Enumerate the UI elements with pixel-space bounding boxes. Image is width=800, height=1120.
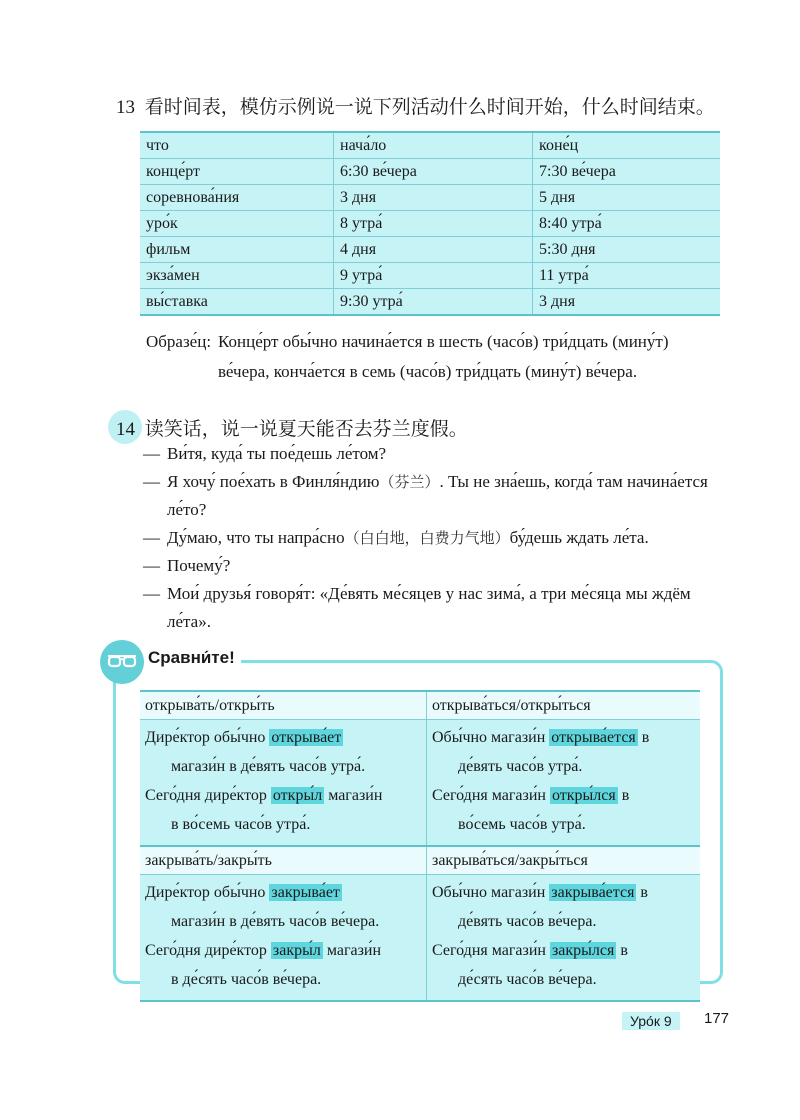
dialogue-line <box>143 580 733 608</box>
table-cell <box>427 875 701 1002</box>
table-cell: экза́мен <box>140 263 334 289</box>
table-cell: 6:30 ве́чера <box>334 159 533 185</box>
table-header-row <box>140 691 700 720</box>
table-header-cell: закрыва́ть/закры́ть <box>140 846 427 875</box>
chinese-gloss: （白白地，白费力气地） <box>344 529 510 547</box>
text: Дире́ктор обы́чно <box>145 884 270 901</box>
dialogue-text: Мои́ друзья́ говоря́т: «Де́вять ме́сяцев у нас зима́, а три ме́сяца мы ждём <box>167 584 691 603</box>
example-sentence <box>145 781 421 810</box>
dialogue-dash: — <box>143 556 160 575</box>
example-sentence-cont: де́вять часо́в ве́чера. <box>458 913 597 930</box>
table-row <box>140 159 720 185</box>
table-header-cell: открыва́ться/откры́ться <box>427 691 701 720</box>
text: Дире́ктор обы́чно <box>145 729 270 746</box>
chinese-gloss: （芬兰） <box>379 473 440 491</box>
text: Сего́дня магази́н <box>432 942 550 959</box>
exercise-13-heading <box>116 92 715 119</box>
dialogue-dash: — <box>143 528 160 547</box>
dialogue-text: Я хочу́ пое́хать в Финля́ндию <box>167 472 380 491</box>
text: магази́н <box>324 787 383 804</box>
text: Обы́чно магази́н <box>432 884 550 901</box>
example-sentence <box>145 723 421 752</box>
dialogue-line <box>143 468 733 496</box>
table-cell: 9:30 утра́ <box>334 289 533 316</box>
sample-text: Конце́рт обы́чно начина́ется в шесть (часо́в) три́дцать (мину́т) <box>218 332 669 351</box>
table-cell: 4 дня <box>334 237 533 263</box>
exercise-number: 13 <box>116 97 135 118</box>
table-header-cell: что <box>140 132 334 159</box>
dialogue-line <box>143 552 733 580</box>
highlighted-verb: закрыва́ется <box>551 884 635 901</box>
text: в <box>616 942 628 959</box>
example-sentence <box>432 936 695 965</box>
dialogue-text: Ви́тя, куда́ ты пое́дешь ле́том? <box>167 444 387 463</box>
example-sentence <box>145 936 421 965</box>
table-cell: 5 дня <box>533 185 721 211</box>
schedule-table <box>140 131 720 316</box>
table-row <box>140 211 720 237</box>
text: в <box>636 884 648 901</box>
example-sentence-cont: магази́н в де́вять часо́в утра́. <box>171 758 366 775</box>
table-cell: 7:30 ве́чера <box>533 159 721 185</box>
table-row <box>140 185 720 211</box>
table-row <box>140 289 720 316</box>
table-row <box>140 875 700 1002</box>
dialogue <box>143 440 733 636</box>
example-sentence <box>432 723 695 752</box>
table-header-cell: нача́ло <box>334 132 533 159</box>
table-cell: фильм <box>140 237 334 263</box>
highlighted-verb: откры́лся <box>551 787 616 804</box>
highlighted-verb: закры́л <box>272 942 321 959</box>
table-cell: соревнова́ния <box>140 185 334 211</box>
dialogue-dash: — <box>143 472 160 491</box>
exercise-14-heading <box>116 414 468 441</box>
table-cell: 8:40 утра́ <box>533 211 721 237</box>
table-header-row <box>140 846 700 875</box>
table-header-cell: открыва́ть/откры́ть <box>140 691 427 720</box>
dialogue-text: Ду́маю, что ты напра́сно <box>167 528 345 547</box>
table-cell <box>140 875 427 1002</box>
table-cell: 11 утра́ <box>533 263 721 289</box>
table-cell: конце́рт <box>140 159 334 185</box>
dialogue-line-cont: ле́та». <box>167 612 211 631</box>
example-sentence-cont: в де́сять часо́в ве́чера. <box>171 971 322 988</box>
table-cell: 8 утра́ <box>334 211 533 237</box>
text: магази́н <box>322 942 382 959</box>
table-cell: 5:30 дня <box>533 237 721 263</box>
text: Сего́дня магази́н <box>432 787 550 804</box>
highlighted-verb: открыва́ется <box>551 729 636 746</box>
table-header-row <box>140 132 720 159</box>
table-cell: 3 дня <box>334 185 533 211</box>
table-cell: уро́к <box>140 211 334 237</box>
text: в <box>617 787 630 804</box>
highlighted-verb: закрыва́ет <box>271 884 340 901</box>
dialogue-text: бу́дешь ждать ле́та. <box>509 528 649 547</box>
table-header-cell: коне́ц <box>533 132 721 159</box>
sample-line-2: ве́чера, конча́ется в семь (часо́в) три́дцать (мину́т) ве́чера. <box>218 362 638 381</box>
table-cell <box>427 720 701 847</box>
table-row <box>140 263 720 289</box>
table-header-cell: закрыва́ться/закры́ться <box>427 846 701 875</box>
text: Сего́дня дире́ктор <box>145 787 271 804</box>
table-cell <box>140 720 427 847</box>
exercise-number: 14 <box>116 419 135 440</box>
table-row <box>140 720 700 847</box>
dialogue-line-cont: ле́то? <box>167 500 207 519</box>
sample-line-1 <box>146 327 726 357</box>
highlighted-verb: откры́л <box>272 787 323 804</box>
table-cell: 9 утра́ <box>334 263 533 289</box>
sample-label: Образе́ц: <box>146 332 212 351</box>
exercise-instruction: 看时间表，模仿示例说一说下列活动什么时间开始，什么时间结束。 <box>144 97 715 118</box>
compare-table <box>140 690 700 1002</box>
dialogue-line <box>143 440 733 468</box>
example-sentence <box>432 781 695 810</box>
table-row <box>140 237 720 263</box>
text: Обы́чно магази́н <box>432 729 550 746</box>
example-sentence-cont: во́семь часо́в утра́. <box>458 816 586 833</box>
table-cell: 3 дня <box>533 289 721 316</box>
sample-answer <box>146 327 726 387</box>
text: Сего́дня дире́ктор <box>145 942 271 959</box>
example-sentence-cont: в во́семь часо́в утра́. <box>171 816 311 833</box>
table-cell: вы́ставка <box>140 289 334 316</box>
lesson-tag: Уро́к 9 <box>622 1012 680 1030</box>
dialogue-text: Почему́? <box>167 556 231 575</box>
highlighted-verb: закры́лся <box>551 942 615 959</box>
dialogue-dash: — <box>143 444 160 463</box>
example-sentence <box>145 878 421 907</box>
dialogue-text: . Ты не зна́ешь, когда́ там начина́ется <box>439 472 708 491</box>
example-sentence-cont: де́сять часо́в ве́чера. <box>458 971 597 988</box>
example-sentence-cont: де́вять часо́в утра́. <box>458 758 583 775</box>
exercise-instruction: 读笑话，说一说夏天能否去芬兰度假。 <box>144 419 468 440</box>
example-sentence <box>432 878 695 907</box>
dialogue-dash: — <box>143 584 160 603</box>
glasses-icon <box>100 640 144 684</box>
highlighted-verb: открыва́ет <box>271 729 342 746</box>
dialogue-line <box>143 524 733 552</box>
text: в <box>637 729 650 746</box>
compare-title: Сравни́те! <box>144 648 241 668</box>
page-number: 177 <box>704 1010 730 1027</box>
example-sentence-cont: магази́н в де́вять часо́в ве́чера. <box>171 913 380 930</box>
